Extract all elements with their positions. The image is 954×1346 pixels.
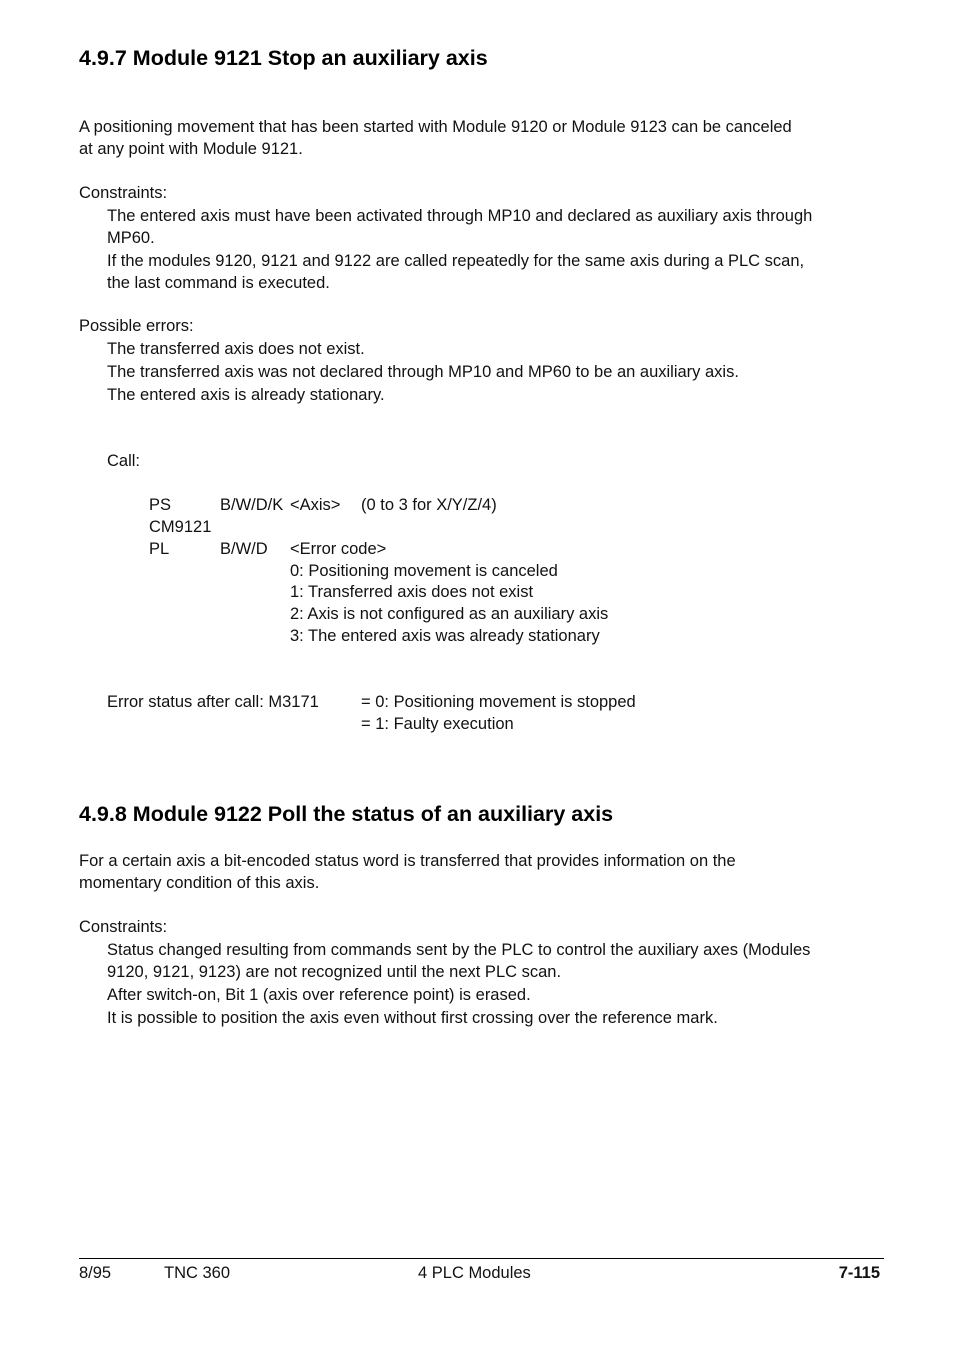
intro-line-2: at any point with Module 9121. (79, 140, 303, 158)
constraint-line: the last command is executed. (107, 274, 330, 292)
call-ps-type: B/W/D/K (220, 496, 284, 514)
constraint-line: It is possible to position the axis even without first crossing over the reference mark. (107, 1009, 718, 1027)
error-status-label: Error status after call: M3171 (107, 693, 319, 711)
call-ps-note: (0 to 3 for X/Y/Z/4) (361, 496, 497, 514)
constraint-line: If the modules 9120, 9121 and 9122 are called repeatedly for the same axis during a PLC scan, (107, 252, 805, 270)
constraint-line: MP60. (107, 229, 155, 247)
error-line: The transferred axis does not exist. (107, 340, 365, 358)
intro-line-2: momentary condition of this axis. (79, 874, 320, 892)
error-code: 3: The entered axis was already stationary (290, 627, 600, 645)
constraint-line: The entered axis must have been activated through MP10 and declared as auxiliary axis through (107, 207, 813, 225)
constraint-line: After switch-on, Bit 1 (axis over reference point) is erased. (107, 986, 531, 1004)
footer-divider (79, 1258, 884, 1259)
call-pl-type: B/W/D (220, 540, 268, 558)
error-code: 2: Axis is not configured as an auxiliary axis (290, 605, 609, 623)
call-ps-command: PS (149, 496, 172, 514)
error-code: 0: Positioning movement is canceled (290, 562, 558, 580)
call-ps-arg: <Axis> (290, 496, 341, 514)
error-line: The entered axis is already stationary. (107, 386, 385, 404)
footer-chapter: 4 PLC Modules (418, 1264, 531, 1282)
call-pl-command: PL (149, 540, 170, 558)
footer-product: TNC 360 (164, 1264, 231, 1282)
error-status-value: = 1: Faulty execution (361, 715, 514, 733)
section-heading-4-9-8: 4.9.8 Module 9122 Poll the status of an auxiliary axis (79, 802, 614, 826)
intro-line-1: A positioning movement that has been started with Module 9120 or Module 9123 can be canceled (79, 118, 792, 136)
intro-line-1: For a certain axis a bit-encoded status word is transferred that provides information on the (79, 852, 736, 870)
error-status-value: = 0: Positioning movement is stopped (361, 693, 636, 711)
call-cm: CM9121 (149, 518, 212, 536)
constraints-label: Constraints: (79, 918, 168, 936)
constraint-line: Status changed resulting from commands sent by the PLC to control the auxiliary axes (Modules (107, 941, 811, 959)
constraint-line: 9120, 9121, 9123) are not recognized until the next PLC scan. (107, 963, 562, 981)
call-pl-arg: <Error code> (290, 540, 387, 558)
constraints-label: Constraints: (79, 184, 168, 202)
footer-page-number: 7-115 (838, 1264, 880, 1282)
error-code: 1: Transferred axis does not exist (290, 583, 534, 601)
footer-date: 8/95 (79, 1264, 112, 1282)
call-label: Call: (107, 452, 141, 470)
error-line: The transferred axis was not declared through MP10 and MP60 to be an auxiliary axis. (107, 363, 739, 381)
section-heading-4-9-7: 4.9.7 Module 9121 Stop an auxiliary axis (79, 46, 488, 70)
errors-label: Possible errors: (79, 317, 194, 335)
